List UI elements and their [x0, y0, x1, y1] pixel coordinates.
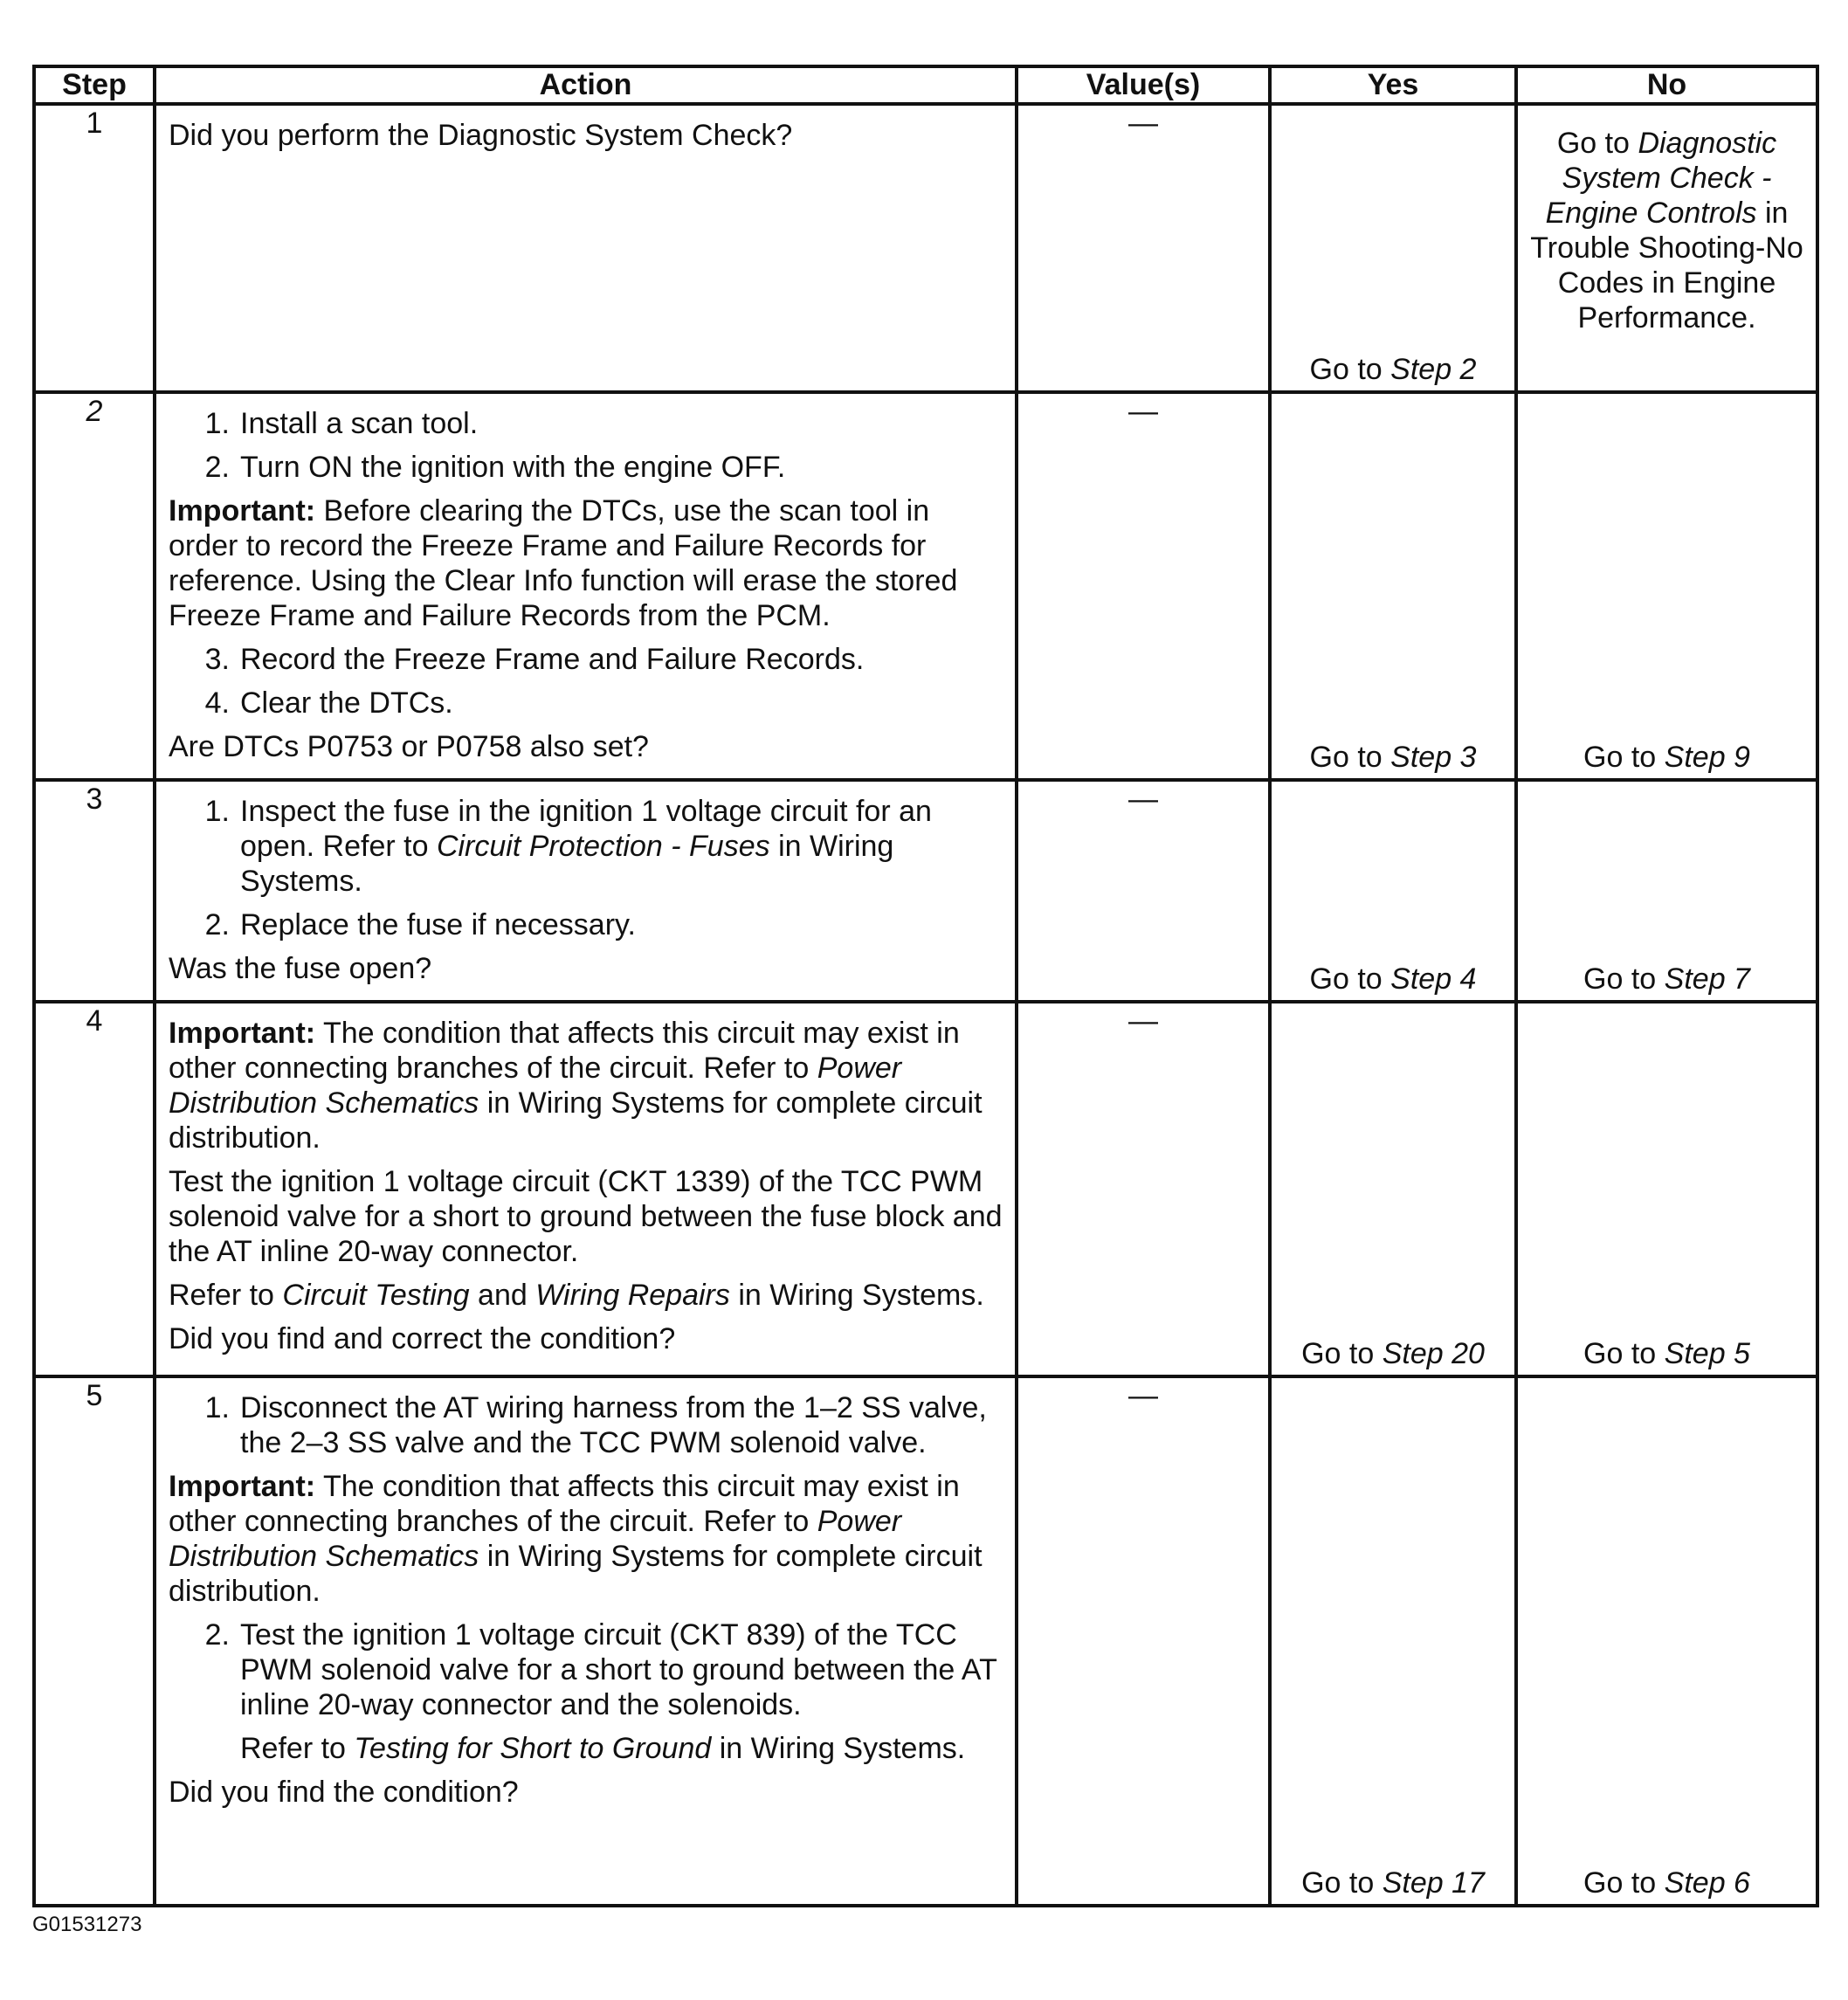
- no-cell: [1516, 1002, 1817, 1376]
- action-question: Was the fuse open?: [169, 952, 432, 985]
- action-item: 4. Clear the DTCs.: [204, 686, 453, 720]
- yes-goto[interactable]: Go to Step 20: [1301, 1337, 1485, 1370]
- action-cell: [155, 104, 1017, 392]
- no-cell: [1516, 1376, 1817, 1906]
- important-note: Important: Before clearing the DTCs, use the scan tool in order to record the Freeze Frame and Failure Records for reference. Using the Clear Info function will erase the stored Freeze Frame and Failure Records from the PCM.: [169, 494, 958, 632]
- diagnostic-table: [32, 65, 1819, 1907]
- yes-goto[interactable]: Go to Step 4: [1309, 962, 1477, 996]
- no-goto[interactable]: Go to Step 9: [1583, 741, 1750, 774]
- no-cell: [1516, 392, 1817, 780]
- yes-cell: [1270, 392, 1516, 780]
- step-number: 5: [34, 1376, 155, 1906]
- action-test: Test the ignition 1 voltage circuit (CKT 1339) of the TCC PWM solenoid valve for a short to ground between the fuse block and the AT inline 20-way connector.: [169, 1165, 1003, 1268]
- value-cell: —: [1017, 104, 1270, 392]
- value-cell: —: [1017, 1376, 1270, 1906]
- action-cell: [155, 392, 1017, 780]
- action-item: 1. Install a scan tool.: [204, 407, 479, 440]
- header-step: Step: [34, 66, 155, 104]
- yes-cell: [1270, 1002, 1516, 1376]
- action-cell: [155, 1002, 1017, 1376]
- action-item: 2. Replace the fuse if necessary.: [204, 908, 636, 941]
- header-action: Action: [155, 66, 1017, 104]
- action-question: Did you find the condition?: [169, 1776, 519, 1809]
- important-note: Important: The condition that affects this circuit may exist in other connecting branches of the circuit. Refer to Power Distribution Schematics in Wiring Systems for complete circuit distribution.: [169, 1017, 983, 1155]
- table-row: [34, 392, 1817, 780]
- step-number: 2: [34, 392, 155, 780]
- header-values: Value(s): [1017, 66, 1270, 104]
- action-question: Are DTCs P0753 or P0758 also set?: [169, 730, 649, 763]
- no-goto[interactable]: Go to Step 5: [1583, 1337, 1750, 1370]
- action-item: 2. Turn ON the ignition with the engine OFF.: [204, 451, 786, 484]
- no-cell: [1516, 104, 1817, 392]
- action-refer: Refer to Circuit Testing and Wiring Repairs in Wiring Systems.: [169, 1279, 984, 1312]
- step-number: 3: [34, 780, 155, 1002]
- action-cell: [155, 1376, 1017, 1906]
- value-cell: —: [1017, 392, 1270, 780]
- value-cell: —: [1017, 1002, 1270, 1376]
- yes-goto[interactable]: Go to Step 17: [1301, 1866, 1485, 1900]
- table-row: [34, 780, 1817, 1002]
- header-row: [34, 66, 1817, 104]
- yes-goto[interactable]: Go to Step 2: [1309, 353, 1477, 386]
- table-row: [34, 104, 1817, 392]
- action-item: 2. Test the ignition 1 voltage circuit (CKT 839) of the TCC PWM solenoid valve for a short to ground between the AT inline 20-way connector and the solenoids.: [204, 1618, 997, 1721]
- action-refer: Refer to Testing for Short to Ground in Wiring Systems.: [240, 1732, 966, 1765]
- table-row: [34, 1002, 1817, 1376]
- step-number: 1: [34, 104, 155, 392]
- action-item: 3. Record the Freeze Frame and Failure Records.: [204, 643, 865, 676]
- table-row: [34, 1376, 1817, 1906]
- action-item: 1. Inspect the fuse in the ignition 1 voltage circuit for an open. Refer to Circuit Protection - Fuses in Wiring Systems.: [204, 795, 932, 898]
- important-note: Important: The condition that affects this circuit may exist in other connecting branches of the circuit. Refer to Power Distribution Schematics in Wiring Systems for complete circuit distribution.: [169, 1470, 983, 1608]
- no-cell: [1516, 780, 1817, 1002]
- yes-cell: [1270, 1376, 1516, 1906]
- figure-id: G01531273: [32, 1913, 142, 1936]
- value-cell: —: [1017, 780, 1270, 1002]
- no-goto[interactable]: Go to Diagnostic System Check - Engine Controls in Trouble Shooting-No Codes in Engine Performance.: [1530, 127, 1803, 334]
- yes-cell: [1270, 780, 1516, 1002]
- header-no: No: [1516, 66, 1817, 104]
- diagnostic-table-container: [32, 65, 1816, 1907]
- no-goto[interactable]: Go to Step 7: [1583, 962, 1750, 996]
- action-cell: [155, 780, 1017, 1002]
- no-goto[interactable]: Go to Step 6: [1583, 1866, 1750, 1900]
- action-question: Did you find and correct the condition?: [169, 1322, 676, 1355]
- yes-cell: [1270, 104, 1516, 392]
- action-item: 1. Disconnect the AT wiring harness from the 1–2 SS valve, the 2–3 SS valve and the TCC PWM solenoid valve.: [204, 1391, 987, 1459]
- step-number: 4: [34, 1002, 155, 1376]
- header-yes: Yes: [1270, 66, 1516, 104]
- action-question: Did you perform the Diagnostic System Check?: [169, 119, 793, 152]
- yes-goto[interactable]: Go to Step 3: [1309, 741, 1477, 774]
